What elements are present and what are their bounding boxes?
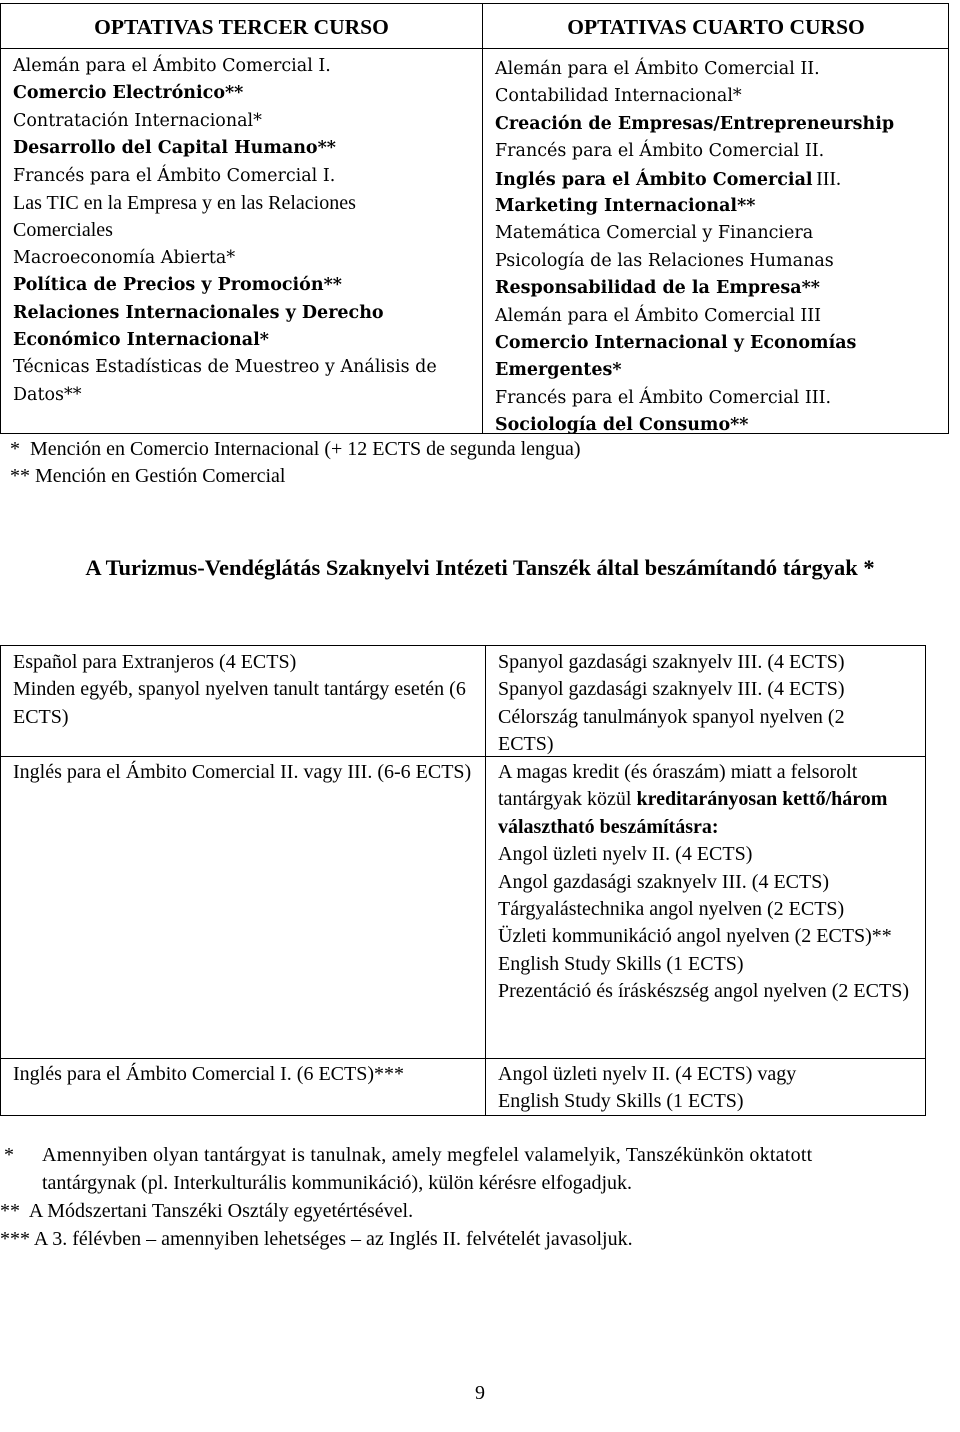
footnote-marker: *** — [0, 1228, 30, 1250]
row1-left-cell — [13, 649, 475, 731]
list-item: Creación de Empresas/Entrepreneurship — [495, 113, 895, 134]
course-entry: Célország tanulmányok spanyol nyelven (2 ECTS) — [498, 705, 845, 756]
list-item: Psicología de las Relaciones Humanas — [495, 250, 834, 271]
header-divider — [1, 48, 948, 49]
footnote-1-continuation: tantárgynak (pl. Interkulturális kommunikáció), külön kérésre elfogadjuk. — [42, 1172, 633, 1194]
list-item: Contabilidad Internacional* — [495, 86, 742, 107]
list-item: Francés para el Ámbito Comercial II. — [495, 141, 825, 162]
list-item: Marketing Internacional** — [495, 195, 756, 216]
course-entry: Angol üzleti nyelv II. (4 ECTS) — [498, 843, 753, 866]
list-item: Comerciales — [13, 219, 113, 242]
mention-note: * Mención en Comercio Internacional (+ 12 ECTS de segunda lengua) — [10, 438, 581, 460]
footnote-text: Amennyiben olyan tantárgyat is tanulnak, amely megfelel valamelyik, Tanszékünkön oktatott — [42, 1144, 813, 1166]
row3-left-cell — [13, 1061, 475, 1088]
course-entry: Inglés para el Ámbito Comercial I. (6 ECTS)*** — [13, 1063, 405, 1085]
list-item: Comercio Electrónico** — [13, 83, 244, 104]
list-item: Alemán para el Ámbito Comercial I. — [13, 56, 331, 76]
course-entry: Tárgyalástechnika angol nyelven (2 ECTS) — [498, 898, 845, 920]
course-entry: Minden egyéb, spanyol nyelven tanult tantárgy esetén (6 ECTS) — [13, 678, 466, 728]
course-entry: English Study Skills (1 ECTS) — [498, 952, 744, 975]
elective-courses-table — [0, 3, 949, 434]
footnote-marker: * — [4, 1144, 14, 1166]
course-note — [498, 759, 913, 841]
list-item: Matemática Comercial y Financiera — [495, 223, 814, 244]
list-item: Datos** — [13, 384, 82, 405]
list-item: Alemán para el Ámbito Comercial III — [495, 305, 822, 326]
section-title: A Turizmus-Vendéglátás Szaknyelvi Intézeti Tanszék által beszámítandó tárgyak * — [85, 555, 875, 580]
footnote-3 — [0, 1225, 633, 1253]
list-item: Relaciones Internacionales y Derecho — [13, 302, 384, 323]
list-item-tail: III. — [816, 167, 842, 190]
row-divider — [1, 1058, 925, 1059]
column-divider — [482, 4, 483, 433]
list-item: Económico Internacional* — [13, 329, 269, 350]
fourth-year-list — [495, 56, 940, 439]
course-entry: Español para Extranjeros (4 ECTS) — [13, 651, 297, 673]
list-item: Contratación Internacional* — [13, 110, 262, 131]
list-item: Las TIC en la Empresa y en las Relaciones — [13, 191, 356, 214]
list-item: Desarrollo del Capital Humano** — [13, 138, 336, 159]
course-entry: Angol üzleti nyelv II. (4 ECTS) vagy — [498, 1063, 797, 1085]
mention-note: ** Mención en Gestión Comercial — [10, 465, 286, 488]
footnote-1 — [4, 1141, 812, 1169]
course-entry: Spanyol gazdasági szaknyelv III. (4 ECTS) — [498, 651, 845, 673]
list-item: Francés para el Ámbito Comercial I. — [13, 165, 336, 186]
fourth-year-heading: OPTATIVAS CUARTO CURSO — [567, 15, 865, 39]
footnote-text: A Módszertani Tanszéki Osztály egyetértésével. — [28, 1200, 414, 1222]
third-year-heading: OPTATIVAS TERCER CURSO — [94, 15, 389, 39]
footnote-marker: ** — [0, 1200, 20, 1222]
list-item: Alemán para el Ámbito Comercial II. — [495, 59, 820, 79]
course-entry: Spanyol gazdasági szaknyelv III. (4 ECTS) — [498, 678, 845, 701]
course-entry: Üzleti kommunikáció angol nyelven (2 ECTS)** — [498, 925, 892, 948]
course-note-intro: A magas kredit (és óraszám) miatt a felsorolt tantárgyak közül — [498, 761, 858, 811]
footnote-text: A 3. félévben – amennyiben lehetséges – az Inglés II. felvételét javasoljuk. — [33, 1228, 633, 1250]
list-item: Sociología del Consumo** — [495, 415, 749, 436]
column-divider — [485, 646, 486, 1115]
list-item: Macroeconomía Abierta* — [13, 247, 236, 268]
course-entry: Inglés para el Ámbito Comercial II. vagy III. (6-6 ECTS) — [13, 761, 472, 783]
course-entry: English Study Skills (1 ECTS) — [498, 1090, 744, 1113]
mention-notes — [10, 436, 581, 491]
footnote-2 — [0, 1197, 413, 1225]
list-item: Responsabilidad de la Empresa** — [495, 278, 820, 299]
course-note-bold: kreditarányosan kettő/három választható beszámításra: — [498, 788, 888, 838]
row2-left-cell — [13, 759, 475, 786]
page-number: 9 — [475, 1382, 485, 1404]
list-item: Francés para el Ámbito Comercial III. — [495, 387, 832, 408]
list-item: Política de Precios y Promoción** — [13, 275, 342, 296]
course-entry: Prezentáció és íráskészség angol nyelven (2 ECTS) — [498, 980, 909, 1003]
row3-right-cell — [498, 1061, 918, 1116]
list-item: Emergentes* — [495, 360, 622, 381]
third-year-list — [13, 53, 478, 409]
course-entry: Angol gazdasági szaknyelv III. (4 ECTS) — [498, 870, 830, 893]
list-item: Técnicas Estadísticas de Muestreo y Análisis de — [13, 357, 437, 378]
row2-right-cell — [498, 759, 918, 1006]
equivalence-table — [0, 645, 926, 1116]
row1-right-cell — [498, 649, 918, 759]
list-item — [495, 166, 940, 193]
list-item-bold-part: Inglés para el Ámbito Comercial — [495, 169, 813, 190]
list-item: Comercio Internacional y Economías — [495, 332, 857, 353]
